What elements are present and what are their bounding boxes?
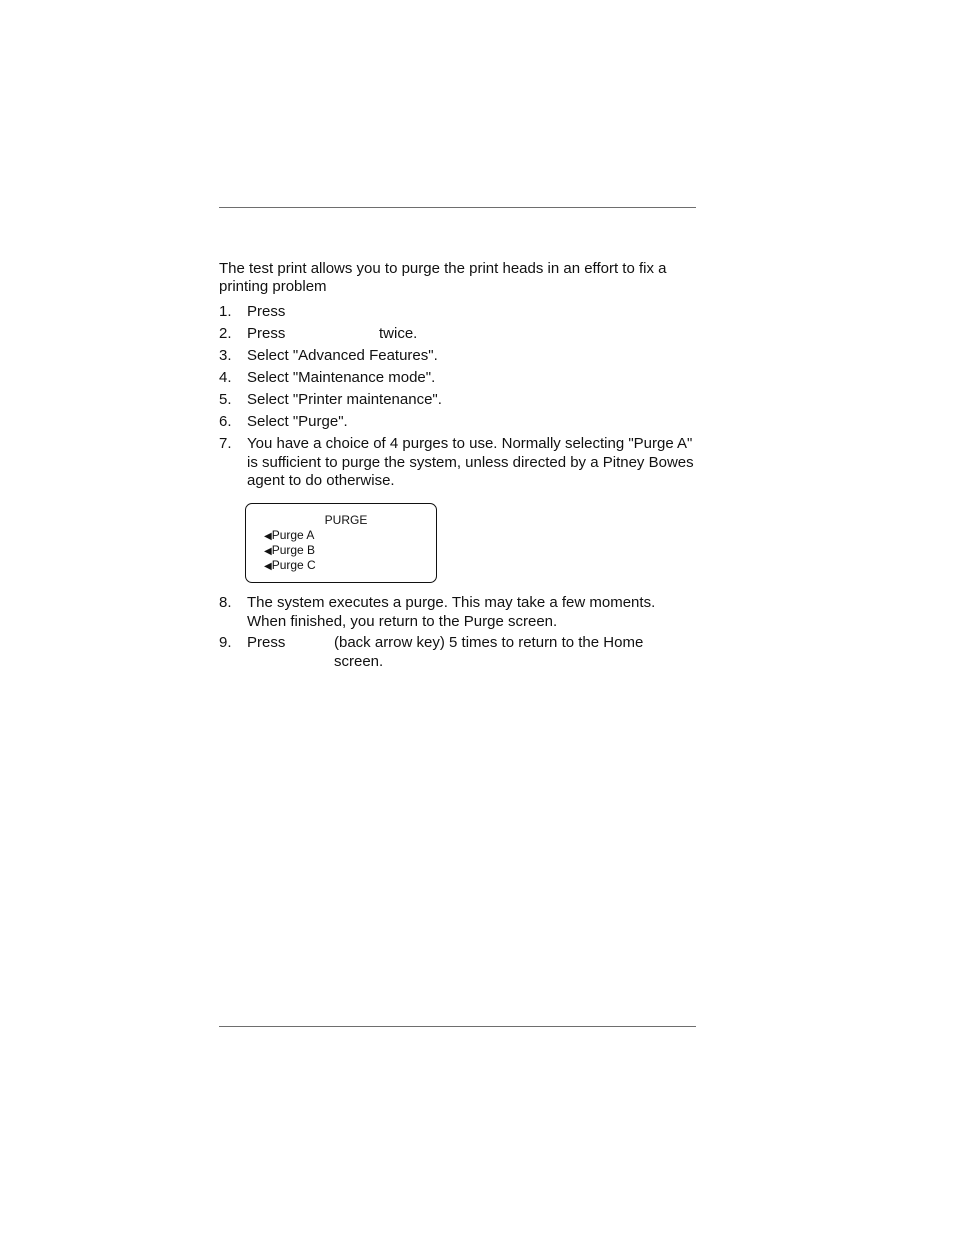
step-number: 7.	[219, 435, 232, 452]
step-text: Select "Purge".	[247, 413, 348, 430]
screen-option-label: Purge C	[271, 558, 316, 572]
step-text: Select "Advanced Features".	[247, 347, 438, 364]
step-number: 4.	[219, 369, 232, 386]
screen-option-label: Purge B	[271, 543, 316, 557]
left-arrow-icon: ◀	[264, 546, 272, 557]
step-number: 2.	[219, 325, 232, 342]
step-text: Press	[247, 303, 286, 320]
step-number: 5.	[219, 391, 232, 408]
step-text: The system executes a purge. This may take a few moments. When finished, you return to the Purge screen.	[247, 594, 656, 630]
step-text: Select "Printer maintenance".	[247, 391, 442, 408]
left-arrow-icon: ◀	[264, 561, 272, 572]
step-text: Press	[247, 325, 286, 342]
purge-screen-display	[245, 503, 437, 583]
step-number: 3.	[219, 347, 232, 364]
step-number: 6.	[219, 413, 232, 430]
step-text-continued: (back arrow key) 5 times to return to the Home screen.	[334, 634, 644, 670]
step-text: Select "Maintenance mode".	[247, 369, 436, 386]
step-number: 9.	[219, 634, 232, 651]
screen-title: PURGE	[324, 513, 368, 527]
intro-paragraph: The test print allows you to purge the print heads in an effort to fix a printing problem	[219, 260, 667, 295]
screen-option-purge-b	[264, 543, 315, 559]
screen-option-purge-a	[264, 528, 314, 544]
step-text: Press	[247, 634, 286, 651]
screen-option-purge-c	[264, 558, 316, 574]
screen-option-label: Purge A	[271, 528, 315, 542]
step-number: 8.	[219, 594, 232, 611]
step-number: 1.	[219, 303, 232, 320]
footer-rule	[219, 1026, 696, 1027]
left-arrow-icon: ◀	[264, 531, 272, 542]
step-text: You have a choice of 4 purges to use. Normally selecting "Purge A" is sufficient to purge the system, unless directed by a Pitney Bowes agent to do otherwise.	[247, 435, 694, 489]
step-text-continued: twice.	[379, 325, 418, 342]
header-rule	[219, 207, 696, 208]
